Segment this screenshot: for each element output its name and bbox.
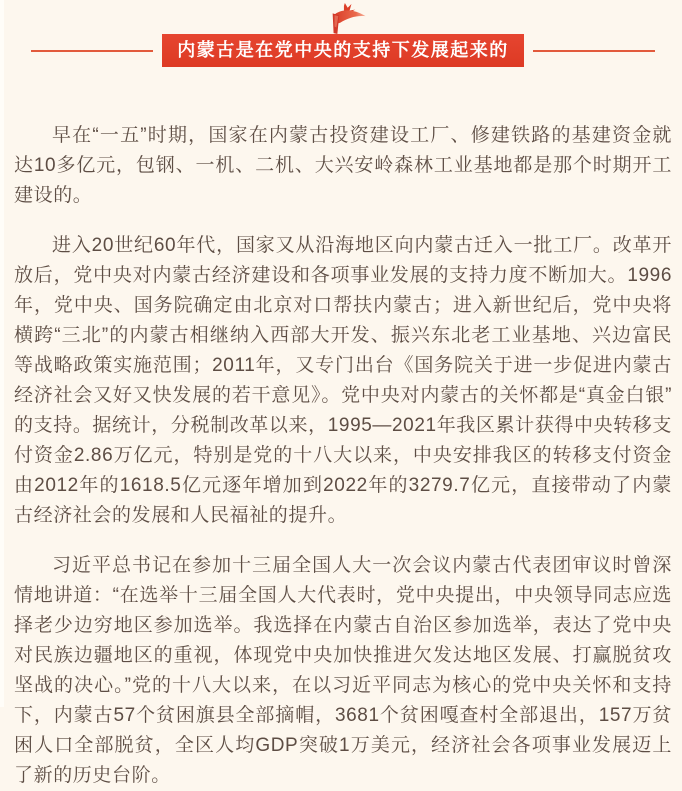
paragraph-2: 进入20世纪60年代，国家又从沿海地区向内蒙古迁入一批工厂。改革开放后，党中央对内蒙古经济建设和各项事业发展的支持力度不断加大。1996年，党中央、国务院确定由北京对口帮扶内蒙古；进入新世纪后，党中央将横跨“三北”的内蒙古相继纳入西部大开发、振兴东北老工业基地、兴边富民等战略政策实施范围；2011年，又专门出台《国务院关于进一步促进内蒙古经济社会又好又快发展的若干意见》。党中央对内蒙古的关怀都是“真金白银”的支持。据统计，分税制改革以来，1995—2021年我区累计获得中央转移支付资金2.86万亿元，特别是党的十八大以来，中央安排我区的转移支付资金由2012年的1618.5亿元逐年增加到2022年的3279.7亿元，直接带动了内蒙古经济社会的发展和人民福祉的提升。 — [14, 235, 672, 526]
article-body — [4, 99, 682, 791]
article-header — [4, 0, 682, 67]
article-page — [4, 0, 682, 786]
paragraph-3: 习近平总书记在参加十三届全国人大一次会议内蒙古代表团审议时曾深情地讲道：“在选举十三届全国人大代表时，党中央提出，中央领导同志应选择老少边穷地区参加选举。我选择在内蒙古自治区参加选举，表达了党中央对民族边疆地区的重视，体现党中央加快推进欠发达地区发展、打赢脱贫攻坚战的决心。”党的十八大以来，在以习近平同志为核心的党中央关怀和支持下，内蒙古57个贫困旗县全部摘帽，3681个贫困嘎查村全部退出，157万贫困人口全部脱贫，全区人均GDP突破1万美元，经济社会各项事业发展迈上了新的历史台阶。 — [14, 555, 672, 786]
title-banner — [162, 34, 524, 67]
title-banner-row — [4, 34, 682, 67]
paragraph-1: 早在“一五”时期，国家在内蒙古投资建设工厂、修建铁路的基建资金就达10多亿元，包钢、一机、二机、大兴安岭森林工业基地都是那个时期开工建设的。 — [14, 125, 672, 206]
torch-flame-icon — [318, 3, 368, 35]
divider-line-right — [533, 50, 655, 52]
divider-line-left — [31, 50, 153, 52]
page-title: 内蒙古是在党中央的支持下发展起来的 — [177, 40, 509, 60]
